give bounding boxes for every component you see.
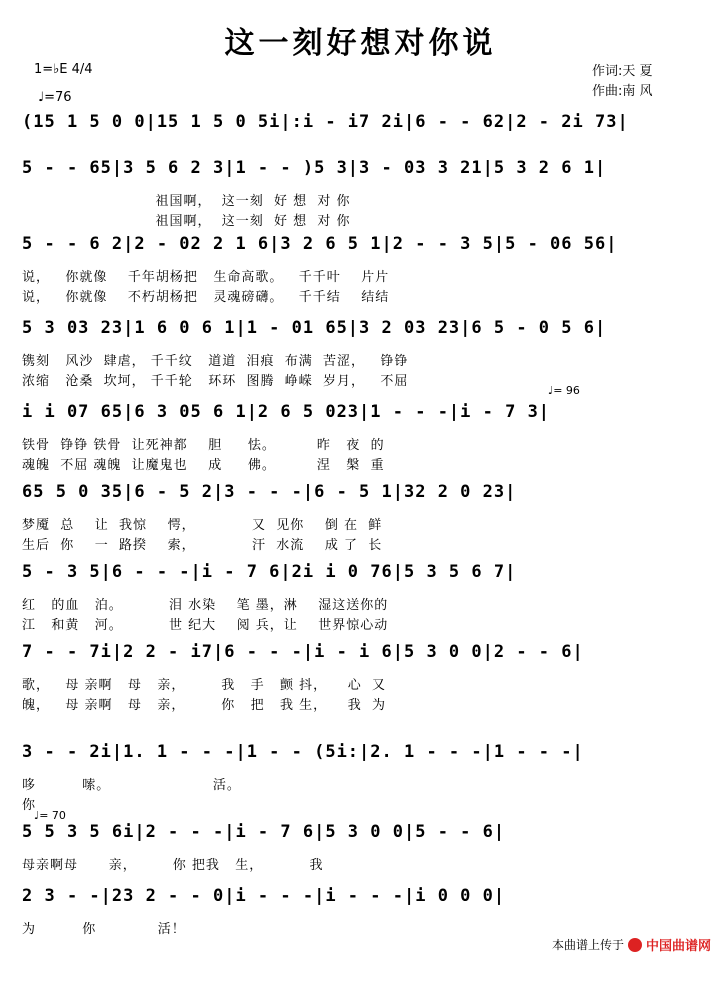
lyric-line-1: 铁骨 铮铮 铁骨 让死神都 胆 怯。 昨 夜 的 bbox=[22, 438, 385, 453]
notes-line: 5 5 3 5 6i|2 - - -|i - 7 6|5 3 0 0|5 - - 6| bbox=[22, 822, 506, 842]
lyric-line-2: 生后 你 一 路揆 索， 汗 水流 成 了 长 bbox=[22, 538, 383, 553]
lyricist: 作词:天 夏 bbox=[592, 64, 653, 79]
notes-line: 7 - - 7i|2 2 - i7|6 - - -|i - i 6|5 3 0 0|2 - - 6| bbox=[22, 642, 584, 662]
lyric-line-2: 你 bbox=[22, 798, 37, 813]
lyric-line-1: 为 你 活！ bbox=[22, 922, 186, 937]
lyric-line-2: 浓缩 沧桑 坎坷， 千千轮 环环 图腾 峥嵘 岁月， 不屈 bbox=[22, 374, 409, 389]
notes-line: 5 - 3 5|6 - - -|i - 7 6|2i i 0 76|5 3 5 6 7| bbox=[22, 562, 517, 582]
score-row bbox=[22, 642, 702, 752]
notes-line: 2 3 - -|23 2 - - 0|i - - -|i - - -|i 0 0 0| bbox=[22, 886, 506, 906]
tempo-change-70: ♩= 70 bbox=[34, 809, 66, 822]
notes-line: 5 - - 6 2|2 - 02 2 1 6|3 2 6 5 1|2 - - 3 5|5 - 06 56| bbox=[22, 234, 618, 254]
lyric-line-2: 说， 你就像 不朽胡杨把 灵魂磅礴。 千千结 结结 bbox=[22, 290, 390, 305]
lyric-line-1: 说， 你就像 千年胡杨把 生命高歌。 千千叶 片片 bbox=[22, 270, 390, 285]
lyric-line-1: 红 的血 泊。 泪 水染 笔 墨，淋 湿这送你的 bbox=[22, 598, 389, 613]
lyric-line-2: 魂魄 不屈 魂魄 让魔鬼也 成 佛。 涅 槃 重 bbox=[22, 458, 385, 473]
key-signature: 1=♭E 4/4 bbox=[34, 62, 93, 77]
notes-line: 3 - - 2i|1. 1 - - -|1 - - (5i:|2. 1 - - -|1 - - -| bbox=[22, 742, 584, 762]
footer-text: 本曲谱上传于 bbox=[551, 938, 624, 952]
lyric-line-1: 梦魇 总 让 我惊 愕， 又 见你 倒 在 鲜 bbox=[22, 518, 383, 533]
song-title: 这一刻好想对你说 bbox=[224, 26, 497, 61]
footer bbox=[552, 935, 711, 954]
footer-logo: 中国曲谱网 bbox=[645, 939, 711, 954]
lyric-line-1: 母亲啊母 亲， 你 把我 生， 我 bbox=[22, 858, 324, 873]
lyric-line-1: 祖国啊， 这一刻 好 想 对 你 bbox=[22, 194, 351, 209]
site-logo-icon bbox=[628, 938, 642, 952]
lyric-line-1: 镌刻 风沙 肆虐， 千千纹 道道 泪痕 布满 苦涩， 铮铮 bbox=[22, 354, 409, 369]
notes-line: i i 07 65|6 3 05 6 1|2 6 5 023|1 - - -|i - 7 3| bbox=[22, 402, 551, 422]
notes-line: 5 3 03 23|1 6 0 6 1|1 - 01 65|3 2 03 23|6 5 - 0 5 6| bbox=[22, 318, 607, 338]
lyric-line-2: 江 和黄 河。 世 纪大 阅 兵，让 世界惊心动 bbox=[22, 618, 389, 633]
lyric-line-1: 歌， 母 亲啊 母 亲， 我 手 颤 抖， 心 又 bbox=[22, 678, 386, 693]
tempo-change-96: ♩= 96 bbox=[548, 384, 580, 397]
composer: 作曲:南 风 bbox=[592, 84, 653, 99]
notes-line: 65 5 0 35|6 - 5 2|3 - - -|6 - 5 1|32 2 0 23| bbox=[22, 482, 517, 502]
lyric-line-2: 祖国啊， 这一刻 好 想 对 你 bbox=[22, 214, 351, 229]
tempo-marking: ♩=76 bbox=[38, 90, 72, 105]
notes-line: 5 - - 65|3 5 6 2 3|1 - - )5 3|3 - 03 3 21|5 3 2 6 1| bbox=[22, 158, 607, 178]
lyric-line-1: 哆 嗦。 活。 bbox=[22, 778, 241, 793]
lyric-line-2: 魄， 母 亲啊 母 亲， 你 把 我 生， 我 为 bbox=[22, 698, 386, 713]
notes-line: (15 1 5 0 0|15 1 5 0 5i|:i - i7 2i|6 - - 62|2 - 2i 73| bbox=[22, 112, 629, 132]
